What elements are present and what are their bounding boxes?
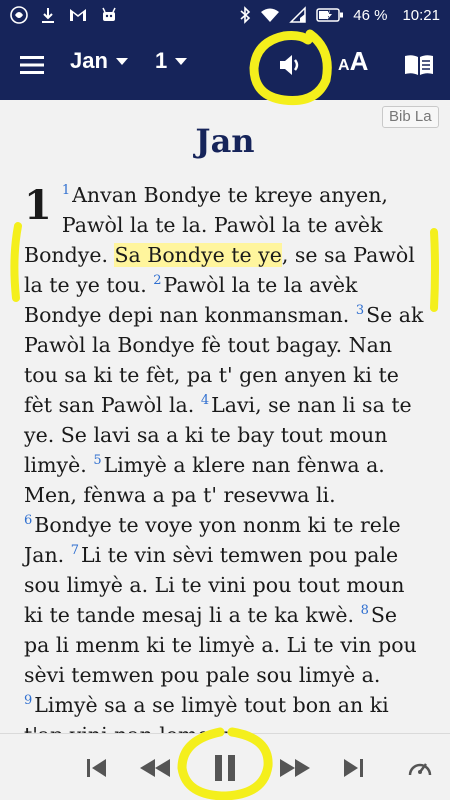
verse-number: 2: [153, 273, 162, 289]
download-icon: [40, 6, 56, 24]
verse-number: 5: [93, 453, 102, 469]
rewind-icon: [137, 754, 173, 782]
app-toolbar: [0, 30, 450, 100]
clock: 10:21: [402, 6, 440, 24]
previous-chapter-button[interactable]: [80, 752, 112, 784]
pause-button[interactable]: [205, 752, 245, 784]
book-dropdown-icon: [116, 58, 128, 65]
hamburger-menu-icon: [18, 50, 48, 80]
verse-number: 8: [360, 603, 369, 619]
verse-text: Anvan Bondye te kreye anyen, Pawòl la te la. Pawòl la te avèk Bondye.: [24, 183, 388, 267]
verse-text: Pawòl la te la avèk Bondye depi nan konmansman.: [24, 273, 358, 327]
status-bar: [0, 0, 450, 30]
verse-number: 9: [24, 693, 33, 709]
highlighted-phrase: Sa Bondye te ye: [114, 243, 282, 267]
app-logo-icon: [10, 6, 28, 24]
signal-icon: [289, 6, 307, 24]
rewind-button[interactable]: [136, 752, 174, 784]
verse-text: Lavi, se nan li sa te ye. Se lavi sa a ki te bay tout moun limyè.: [24, 393, 412, 477]
verse-number: 6: [24, 513, 33, 529]
audio-player-bar: [0, 733, 450, 800]
playback-speed-button[interactable]: [404, 752, 436, 784]
bluetooth-icon: [239, 6, 251, 24]
menu-button[interactable]: [18, 50, 48, 80]
text-size-button[interactable]: [338, 46, 368, 77]
audio-button[interactable]: [272, 50, 306, 80]
verse-number: 7: [70, 543, 79, 559]
text-size-big-glyph: A: [349, 46, 369, 76]
fast-forward-button[interactable]: [276, 752, 314, 784]
verse-text: Se ak Pawòl la Bondye fè tout bagay. Nan tou sa ki te fèt, pa t' gen anyen ki te fèt san Pawòl la.: [24, 303, 424, 417]
verse-number: 4: [200, 393, 210, 409]
verse-text: , se sa Pawòl la te ye tou.: [24, 243, 415, 297]
verse-text: Limyè sa a se limyè tout bon an ki: [34, 693, 389, 717]
pause-icon: [208, 751, 242, 785]
fast-forward-icon: [277, 754, 313, 782]
verse-text: Se pa li menm ki te limyè a. Li te vin pou sèvi temwen pou pale sou limyè a.: [24, 603, 417, 687]
playback-speed-icon: [406, 754, 434, 782]
chapter-number: 1: [155, 48, 168, 73]
previous-chapter-icon: [82, 754, 110, 782]
chapter-dropdown-icon: [175, 58, 187, 65]
battery-percentage: 46 %: [353, 6, 388, 24]
reading-mode-button[interactable]: [402, 50, 436, 80]
android-icon: [100, 6, 118, 24]
wifi-icon: [260, 7, 280, 23]
scripture-text: [24, 180, 424, 732]
verse-number: 3: [355, 303, 365, 319]
open-book-icon: [402, 50, 436, 80]
bible-version-badge[interactable]: Bib La: [382, 106, 439, 128]
next-chapter-button[interactable]: [338, 752, 370, 784]
chapter-drop-number: 1: [24, 182, 52, 229]
battery-charging-icon: [316, 7, 344, 23]
book-name: Jan: [70, 48, 108, 73]
next-chapter-icon: [340, 754, 368, 782]
speaker-icon: [272, 50, 306, 80]
verse-text: Limyè a klere nan fènwa a. Men, fènwa a pa t' resevwa li.: [24, 453, 385, 507]
verse-number: 1: [61, 183, 71, 199]
gmail-icon: [68, 7, 88, 23]
book-selector[interactable]: [70, 48, 128, 74]
text-size-small-glyph: A: [338, 57, 350, 74]
verse-text: Li te vin sèvi temwen pou pale sou limyè a. Li te vini pou tout moun ki te tande mesaj li a te ka kwè.: [24, 543, 405, 627]
verse-7[interactable]: [24, 543, 405, 627]
chapter-title: Jan: [195, 122, 255, 160]
verse-text: Bondye te voye yon nonm ki te rele Jan.: [24, 513, 401, 567]
chapter-selector[interactable]: [155, 48, 187, 74]
